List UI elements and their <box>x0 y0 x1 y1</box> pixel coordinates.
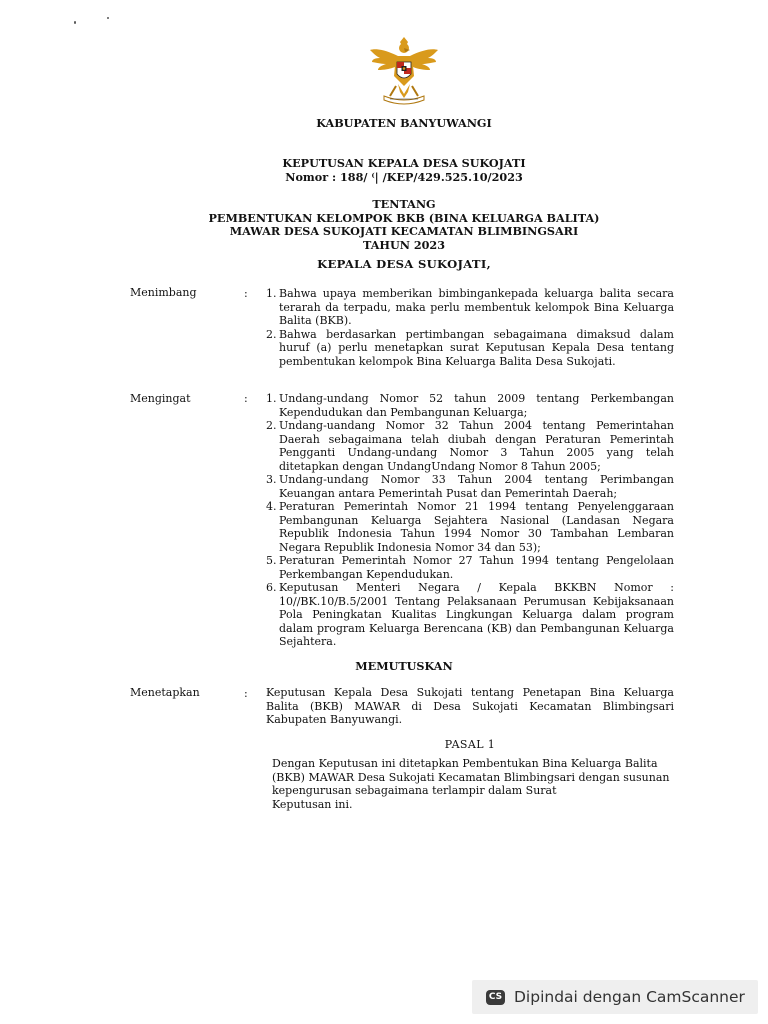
decree-heading-block <box>0 157 768 184</box>
menetapkan-text: Keputusan Kepala Desa Sukojati tentang Penetapan Bina Keluarga Balita (BKB) MAWAR di Desa Sukojati Kecamatan Blimbingsari Kabupaten Banyuwangi. <box>266 686 674 726</box>
camscanner-watermark <box>472 980 758 1014</box>
list-item: 1. Undang-undang Nomor 52 tahun 2009 tentang Perkembangan Kependudukan dan Pembangunan Keluarga; <box>266 392 674 419</box>
list-item: 5. Peraturan Pemerintah Nomor 27 Tahun 1994 tentang Pengelolaan Perkembangan Kependudukan. <box>266 554 674 581</box>
menimbang-list <box>266 287 674 368</box>
camscanner-watermark-text: Dipindai dengan CamScanner <box>514 988 745 1006</box>
decree-number: Nomor : 188/ ⁽| /KEP/429.525.10/2023 <box>285 169 523 184</box>
subject-line: MAWAR DESA SUKOJATI KECAMATAN BLIMBINGSARI <box>229 224 579 238</box>
scan-speck <box>74 21 76 24</box>
subject-line: TAHUN 2023 <box>363 237 445 252</box>
official-heading: KEPALA DESA SUKOJATI, <box>317 257 491 271</box>
regency-heading: KABUPATEN BANYUWANGI <box>316 116 492 130</box>
menetapkan-label: Menetapkan <box>130 686 200 699</box>
subject-line: PEMBENTUKAN KELOMPOK BKB (BINA KELUARGA BALITA) <box>208 210 600 225</box>
list-item: 2. Undang-uandang Nomor 32 Tahun 2004 tentang Pemerintahan Daerah sebagaimana telah diubah dengan Peraturan Pemerintah Pengganti Undang-undang Nomor 3 Tahun 2005 yang telah ditetapkan dengan UndangUndang Nomor 8 Tahun 2005; <box>266 419 674 473</box>
list-item: 6. Keputusan Menteri Negara / Kepala BKKBN Nomor : 10//BK.10/B.5/2001 Tentang Pelaksanaan Perumusan Kebijaksanaan Pola Peningkatan Kualitas Lingkungan Keluarga dalam program dalam program Keluarga Berencana (KB) dan Pembangunan Keluarga Sejahtera. <box>266 581 674 648</box>
subject-heading-block <box>0 198 768 252</box>
menimbang-label: Menimbang <box>130 286 197 299</box>
pasal-1-text: Dengan Keputusan ini ditetapkan Pembentukan Bina Keluarga Balita (BKB) MAWAR Desa Sukojati Kecamatan Blimbingsari dengan susunan kepengurusan sebagaimana terlampir dalam Surat Keputusan ini. <box>272 757 670 811</box>
mengingat-colon: : <box>244 392 248 405</box>
camscanner-logo-icon: CS <box>486 990 505 1005</box>
list-item: 2. Bahwa berdasarkan pertimbangan sebagaimana dimaksud dalam huruf (a) perlu menetapkan surat Keputusan Kepala Desa tentang pembentukan kelompok Bina Keluarga Balita Desa Sukojati. <box>266 327 674 368</box>
mengingat-list <box>266 392 674 649</box>
list-item: 3. Undang-undang Nomor 33 Tahun 2004 tentang Perimbangan Keuangan antara Pemerintah Pusat dan Pemerintah Daerah; <box>266 473 674 500</box>
list-item: 1. Bahwa upaya memberikan bimbingankepada keluarga balita secara terarah da terpadu, maka perlu membentuk kelompok Bina Keluarga Balita (BKB). <box>266 287 674 327</box>
list-item: 4. Peraturan Pemerintah Nomor 21 1994 tentang Penyelenggaraan Pembangunan Keluarga Sejahtera Nasional (Landasan Negara Republik Indonesia Tahun 1994 Nomor 30 Tambahan Lembaran Negara Republik Indonesia Nomor 34 dan 53); <box>266 500 674 554</box>
about-heading: TENTANG <box>372 197 436 211</box>
menetapkan-colon: : <box>244 687 248 700</box>
menimbang-colon: : <box>244 287 248 300</box>
garuda-pancasila-emblem-icon <box>368 36 440 106</box>
decree-title: KEPUTUSAN KEPALA DESA SUKOJATI <box>282 156 526 170</box>
scan-speck <box>107 17 109 19</box>
pasal-1-heading: PASAL 1 <box>444 738 496 751</box>
memutuskan-heading: MEMUTUSKAN <box>355 659 453 673</box>
mengingat-label: Mengingat <box>130 392 191 405</box>
